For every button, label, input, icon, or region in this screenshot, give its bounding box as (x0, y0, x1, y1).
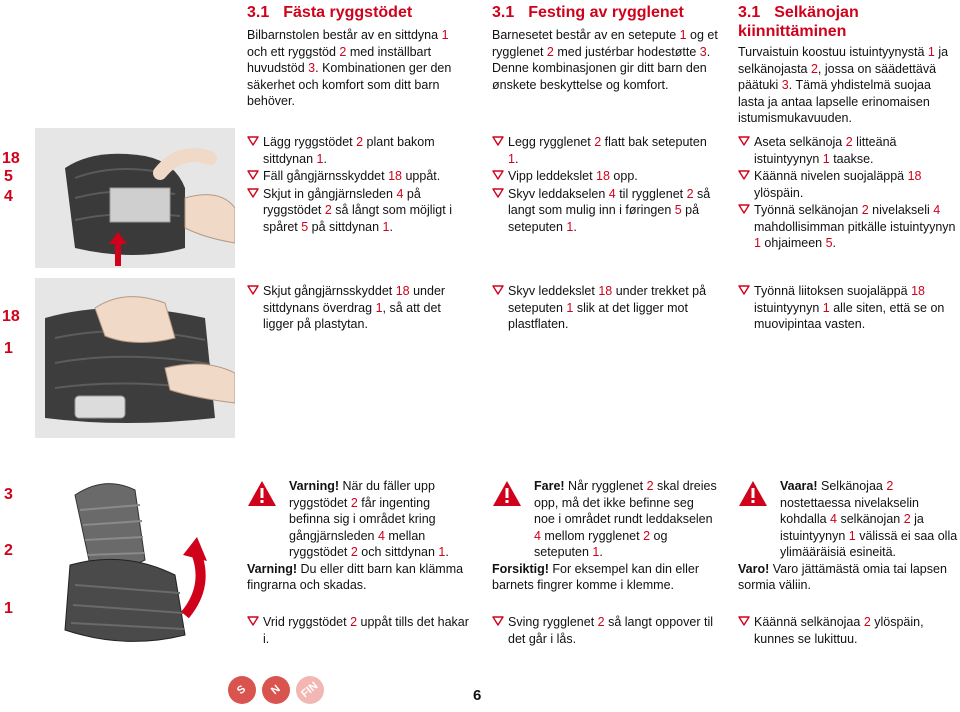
emphasis-text: Fare! (534, 479, 565, 493)
text-run: . (445, 545, 449, 559)
steps-group-1-sv (247, 134, 472, 236)
item-reference: 2 (886, 479, 894, 493)
item-reference: 3 (699, 44, 707, 59)
text-run: så langt oppover til det går i lås. (508, 615, 713, 646)
language-badge-s: S (228, 676, 256, 704)
figure-3-photo (35, 465, 235, 660)
text-run: under trekket på seteputen (508, 284, 707, 315)
item-reference: 1 (316, 151, 324, 166)
item-reference: 1 (822, 300, 830, 315)
step-arrow-icon (738, 203, 750, 215)
item-reference: 2 (863, 615, 871, 629)
text-run: litteänä istuintyynyn (754, 135, 897, 166)
item-reference: 2 (594, 135, 602, 149)
warning-block-fi (738, 478, 958, 594)
item-reference: 1 (927, 45, 935, 59)
text-run: så långt som möjligt i spåret (263, 203, 452, 234)
item-reference: 2 (350, 545, 358, 559)
steps-group-1-fi (738, 134, 958, 253)
text-run: under sittdynans överdrag (263, 284, 446, 315)
item-reference: 1 (566, 300, 574, 315)
item-reference: 1 (438, 545, 446, 559)
text-run: flatt bak seteputen (601, 135, 707, 149)
step-arrow-icon (738, 615, 750, 627)
text-run: og seteputen (534, 528, 668, 559)
fig1-label-2: 4 (4, 188, 13, 205)
section-title-no (492, 3, 722, 22)
text-run: Selkänojaa (817, 479, 887, 493)
item-reference: 4 (830, 512, 837, 526)
car-seat-attach-illustration (35, 128, 235, 268)
text-run: ja selkänojasta (738, 45, 949, 76)
item-reference: 5 (674, 203, 682, 217)
instruction-step (738, 614, 958, 647)
steps-group-2-fi (738, 283, 958, 334)
text-run: Turvaistuin koostuu istuintyynystä (738, 45, 928, 59)
item-reference: 18 (388, 169, 402, 183)
item-reference: 1 (441, 28, 449, 42)
item-reference: 2 (546, 44, 554, 59)
text-run: opp. (609, 169, 638, 183)
text-run: istuintyynyn (754, 300, 823, 315)
item-reference: 4 (377, 528, 385, 543)
item-reference: 2 (597, 615, 605, 629)
step-arrow-icon (738, 169, 750, 181)
steps-group-3-fi (738, 614, 958, 648)
fig3-label-0: 3 (4, 486, 13, 503)
text-run: välissä ei saa olla ylimääräisiä esineitä. (780, 528, 958, 559)
step-arrow-icon (247, 615, 259, 627)
instruction-step (247, 134, 472, 167)
instruction-step (247, 283, 472, 333)
warning-triangle-icon (738, 480, 768, 507)
text-run: med justérbar hodestøtte (553, 44, 700, 59)
item-reference: 2 (643, 528, 651, 543)
text-run: Vipp leddekslet (508, 169, 597, 183)
item-reference: 2 (324, 203, 332, 217)
emphasis-text: Varning! (289, 479, 340, 493)
text-run: slik at det ligger mot plastflaten. (508, 300, 688, 331)
text-run: . (832, 236, 837, 250)
step-arrow-icon (247, 169, 259, 181)
item-reference: 4 (534, 528, 541, 543)
warning-tail-sv (247, 561, 472, 594)
text-run: Lägg ryggstödet (263, 135, 357, 149)
fig1-label-1: 5 (4, 168, 13, 185)
text-run: mellan ryggstödet (289, 528, 426, 559)
step-arrow-icon (492, 169, 504, 181)
page-number: 6 (473, 687, 482, 704)
text-run: Barnesetet består av en setepute (492, 28, 680, 42)
text-run: Varo jättämästä omia tai lapsen sormia väliin. (738, 561, 947, 592)
figure-1-photo (35, 128, 235, 268)
text-run: . (599, 545, 603, 559)
text-run: Skjut in gångjärnsleden (263, 186, 397, 201)
section-title-sv (247, 3, 472, 22)
item-reference: 4 (933, 203, 941, 217)
text-run: Skyv leddekslet (508, 284, 599, 298)
item-reference: 2 (339, 44, 347, 59)
text-run: plant bakom sittdynan (263, 135, 435, 166)
text-run: , så att det ligger på plastytan. (263, 300, 441, 331)
section-title-text-fi: Selkänojan kiinnittäminen (738, 4, 859, 40)
item-reference: 5 (301, 219, 309, 234)
instruction-step (247, 186, 472, 236)
item-reference: 4 (396, 186, 404, 201)
steps-group-3-sv (247, 614, 472, 648)
text-run: med inställbart huvudstöd (247, 44, 432, 75)
section-title-text-no: Festing av rygglenet (528, 4, 684, 21)
text-run: ylöspäin, kunnes se lukittuu. (754, 615, 924, 646)
section-title-fi (738, 3, 953, 41)
item-reference: 1 (382, 219, 390, 234)
steps-group-2-no (492, 283, 720, 334)
step-arrow-icon (247, 187, 259, 199)
text-run: Når rygglenet (564, 479, 647, 493)
item-reference: 1 (566, 219, 574, 234)
warning-text-sv (247, 478, 472, 561)
step-arrow-icon (738, 135, 750, 147)
language-badge-fin: FIN (296, 676, 324, 704)
text-run: Skjut gångjärnsskyddet (263, 284, 396, 298)
emphasis-text: Vaara! (780, 479, 818, 493)
item-reference: 1 (754, 236, 761, 250)
item-reference: 3 (308, 61, 316, 75)
section-title-text-sv: Fästa ryggstödet (283, 4, 413, 21)
item-reference: 2 (845, 135, 853, 149)
text-run: . Kombinationen ger den säkerhet och komfort som ditt barn behöver. (247, 61, 452, 108)
text-run: . (389, 219, 393, 234)
text-run: och ett ryggstöd (247, 44, 340, 59)
item-reference: 2 (686, 186, 694, 201)
instruction-step (492, 614, 717, 647)
step-arrow-icon (492, 135, 504, 147)
language-badge-n: N (262, 676, 290, 704)
instruction-step (247, 614, 472, 647)
item-reference: 2 (810, 61, 818, 76)
text-run: . (323, 151, 327, 166)
step-arrow-icon (492, 284, 504, 296)
text-run: . (514, 151, 519, 166)
emphasis-text: Varning! (247, 561, 298, 576)
text-run: När du fäller upp ryggstödet (289, 479, 435, 510)
text-run: Fäll gångjärnsskyddet (263, 169, 389, 183)
text-run: på ryggstödet (263, 186, 421, 217)
hinge-cover-illustration (35, 278, 235, 438)
text-run: taakse. (829, 151, 874, 166)
text-run: på sittdynan (308, 219, 383, 234)
item-reference: 2 (861, 203, 869, 217)
intro-paragraph-no (492, 27, 720, 93)
figure-2-photo (35, 278, 235, 438)
steps-group-3-no (492, 614, 717, 648)
intro-paragraph-sv (247, 27, 472, 110)
item-reference: 2 (903, 512, 911, 526)
item-reference: 2 (350, 615, 358, 629)
text-run: , jossa on säädettävä päätuki (738, 61, 937, 92)
item-reference: 2 (646, 479, 654, 493)
instruction-step (492, 168, 720, 185)
text-run: Legg rygglenet (508, 135, 595, 149)
step-arrow-icon (247, 135, 259, 147)
text-run: ohjaimeen (760, 236, 826, 250)
text-run: For eksempel kan din eller barnets fingrer komme i klemme. (492, 561, 700, 592)
fig2-label-0: 18 (2, 308, 20, 325)
text-run: på seteputen (508, 203, 700, 234)
item-reference: 2 (350, 495, 358, 510)
text-run: nostettaessa nivelakselin kohdalla (780, 495, 919, 526)
section-number-fi: 3.1 (738, 4, 761, 21)
text-run: Bilbarnstolen består av en sittdyna (247, 28, 442, 42)
item-reference: 1 (679, 28, 687, 42)
text-run: Skyv leddakselen (508, 186, 609, 201)
step-arrow-icon (492, 187, 504, 199)
text-run: til rygglenet (615, 186, 687, 201)
item-reference: 1 (375, 300, 383, 315)
text-run: selkänojan (837, 512, 904, 526)
fig3-label-2: 1 (4, 600, 13, 617)
text-run: . Tämä yhdistelmä suojaa lasta ja antaa lapselle erinomaisen istumismukavuuden. (738, 78, 931, 125)
text-run: og et rygglenet (492, 28, 718, 59)
text-run: Aseta selkänoja (754, 135, 846, 149)
item-reference: 5 (825, 236, 833, 250)
item-reference: 18 (911, 284, 925, 298)
warning-triangle-icon (247, 480, 277, 507)
text-run: . Denne kombinasjonen gir ditt barn den ønskete beskyttelse og komfort. (492, 44, 711, 92)
text-run: . (573, 219, 577, 234)
item-reference: 18 (907, 169, 922, 183)
item-reference: 1 (848, 528, 856, 543)
text-run: och sittdynan (357, 545, 439, 559)
item-reference: 1 (822, 151, 830, 166)
intro-paragraph-fi (738, 44, 958, 127)
text-run: ja istuintyynyn (780, 512, 924, 543)
item-reference: 1 (508, 151, 515, 166)
section-number-sv: 3.1 (247, 4, 270, 21)
text-run: Du eller ditt barn kan klämma fingrarna och skadas. (247, 561, 464, 592)
instruction-step (492, 283, 720, 333)
item-reference: 18 (596, 169, 610, 183)
text-run: Käännä nivelen suojaläppä (754, 169, 908, 183)
instruction-step (492, 134, 720, 167)
step-arrow-icon (492, 615, 504, 627)
text-run: får ingenting befinna sig i området kring gångjärnsleden (289, 495, 436, 543)
item-reference: 2 (356, 135, 364, 149)
instruction-step (492, 186, 720, 236)
warning-text-fi (738, 478, 958, 561)
instruction-step (738, 134, 958, 167)
text-run: Sving rygglenet (508, 615, 598, 629)
warning-tail-fi (738, 561, 958, 594)
warning-tail-no (492, 561, 717, 594)
instruction-step (738, 283, 958, 333)
text-run: uppåt tills det hakar i. (263, 615, 469, 646)
section-number-no: 3.1 (492, 4, 515, 21)
warning-block-no (492, 478, 717, 594)
text-run: Käännä selkänojaa (754, 615, 864, 629)
text-run: mellom rygglenet (540, 528, 644, 543)
text-run: mahdollisimman pitkälle istuintyynyn (754, 219, 956, 234)
emphasis-text: Varo! (738, 561, 770, 576)
step-arrow-icon (738, 284, 750, 296)
text-run: nivelakseli (868, 203, 934, 217)
rotate-backrest-illustration (35, 465, 235, 660)
text-run: skal dreies opp, må det ikke befinne seg noe i området rundt leddakselen (534, 479, 717, 526)
fig2-label-1: 1 (4, 340, 13, 357)
fig3-label-1: 2 (4, 542, 13, 559)
item-reference: 3 (781, 78, 789, 92)
item-reference: 4 (608, 186, 616, 201)
step-arrow-icon (247, 284, 259, 296)
emphasis-text: Forsiktig! (492, 561, 549, 576)
text-run: uppåt. (401, 169, 441, 183)
steps-group-2-sv (247, 283, 472, 334)
warning-block-sv (247, 478, 472, 594)
warning-triangle-icon (492, 480, 522, 507)
item-reference: 18 (598, 284, 613, 298)
text-run: ylöspäin. (754, 185, 804, 200)
instruction-step (247, 168, 472, 185)
warning-text-no (492, 478, 717, 561)
text-run: Vrid ryggstödet (263, 615, 351, 629)
item-reference: 1 (592, 545, 600, 559)
text-run: så langt som mulig inn i føringen (508, 186, 711, 217)
instruction-step (738, 202, 958, 252)
text-run: Työnnä liitoksen suojaläppä (754, 284, 912, 298)
item-reference: 18 (395, 284, 410, 298)
text-run: alle siten, että se on muovipintaa vasten. (754, 300, 945, 331)
steps-group-1-no (492, 134, 720, 236)
text-run: Työnnä selkänojan (754, 203, 862, 217)
instruction-step (738, 168, 958, 201)
fig1-label-0: 18 (2, 150, 20, 167)
